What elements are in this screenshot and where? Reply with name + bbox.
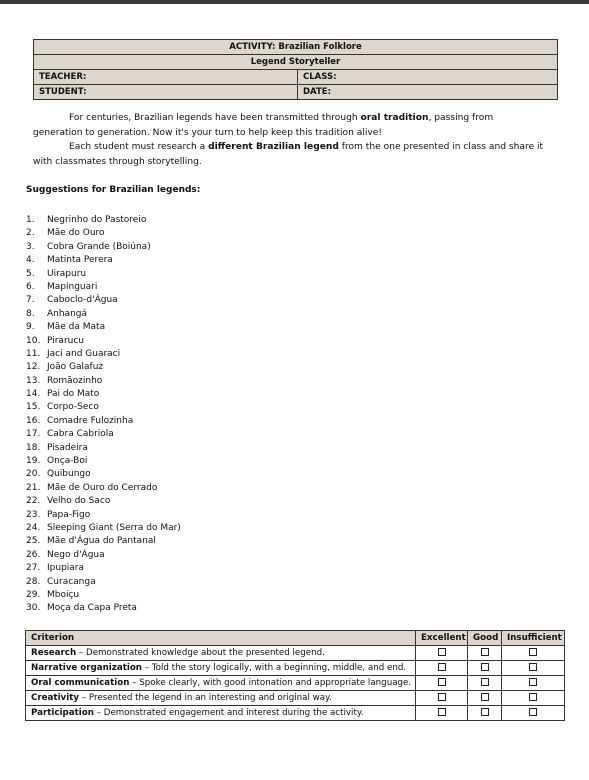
legend-name: Romãozinho <box>47 375 103 386</box>
legend-item <box>26 401 181 414</box>
legend-number: 18. <box>26 442 41 453</box>
criterion-description: – Told the story logically, with a beginning, middle, and end. <box>141 662 407 673</box>
legend-name: Curacanga <box>47 576 96 587</box>
legend-item <box>26 214 181 227</box>
legend-item <box>26 522 181 535</box>
criterion-description: – Spoke clearly, with good intonation and appropriate language. <box>129 677 412 688</box>
excellent-header: Excellent <box>416 631 468 646</box>
legend-item <box>26 482 181 495</box>
legend-number: 8. <box>26 308 35 319</box>
window-top-bar <box>0 0 589 4</box>
suggestions-heading: Suggestions for Brazilian legends: <box>26 185 201 195</box>
legend-list <box>26 214 181 616</box>
legend-number: 10. <box>26 335 41 346</box>
legend-number: 13. <box>26 375 41 386</box>
legend-number: 4. <box>26 255 35 266</box>
legend-number: 27. <box>26 563 41 574</box>
legend-item <box>26 602 181 615</box>
criterion-description: – Demonstrated engagement and interest during the activity. <box>93 707 364 718</box>
rubric-row <box>26 676 565 691</box>
legend-name: Negrinho do Pastoreio <box>47 215 147 225</box>
legend-number: 1. <box>26 215 35 225</box>
legend-name: Mapinguari <box>47 281 98 292</box>
criterion-name: Creativity <box>31 692 80 703</box>
legend-item <box>26 375 181 388</box>
insufficient-checkbox[interactable] <box>529 708 537 716</box>
excellent-checkbox[interactable] <box>438 678 446 686</box>
activity-title: ACTIVITY: Brazilian Folklore <box>34 40 558 55</box>
legend-name: Cabra Cabriola <box>47 429 114 440</box>
legend-name: Pai do Mato <box>47 389 100 400</box>
legend-number: 19. <box>26 456 41 467</box>
student-field[interactable]: STUDENT: <box>34 85 298 100</box>
excellent-cell <box>416 661 468 676</box>
good-cell <box>468 646 502 661</box>
legend-item <box>26 294 181 307</box>
insufficient-checkbox[interactable] <box>529 663 537 671</box>
legend-number: 24. <box>26 522 41 533</box>
legend-item <box>26 388 181 401</box>
legend-item <box>26 281 181 294</box>
legend-name: Sleeping Giant (Serra do Mar) <box>47 522 181 533</box>
insufficient-cell <box>502 661 565 676</box>
legend-name: Comadre Fulozinha <box>47 415 134 426</box>
insufficient-cell <box>502 706 565 721</box>
excellent-checkbox[interactable] <box>438 708 446 716</box>
legend-number: 2. <box>26 228 35 239</box>
legend-item <box>26 468 181 481</box>
legend-number: 30. <box>26 603 41 614</box>
good-cell <box>468 691 502 706</box>
legend-item <box>26 549 181 562</box>
insufficient-checkbox[interactable] <box>529 693 537 701</box>
legend-name: Anhangá <box>47 308 88 319</box>
legend-item <box>26 361 181 374</box>
criterion-name: Oral communication <box>31 677 130 688</box>
criterion-header: Criterion <box>26 631 416 646</box>
date-field[interactable]: DATE: <box>298 85 558 100</box>
legend-name: Matinta Perera <box>47 255 113 266</box>
legend-item <box>26 254 181 267</box>
legend-item <box>26 509 181 522</box>
insufficient-header: Insufficient <box>502 631 565 646</box>
teacher-field[interactable]: TEACHER: <box>34 70 298 85</box>
legend-item <box>26 428 181 441</box>
insufficient-cell <box>502 676 565 691</box>
legend-number: 29. <box>26 589 41 600</box>
criterion-cell <box>26 676 416 691</box>
class-field[interactable]: CLASS: <box>298 70 558 85</box>
legend-name: Corpo-Seco <box>47 402 99 413</box>
good-checkbox[interactable] <box>481 648 489 656</box>
criterion-description: – Demonstrated knowledge about the presented legend. <box>76 647 325 658</box>
legend-name: Onça-Boi <box>47 456 88 467</box>
legend-number: 22. <box>26 496 41 507</box>
good-checkbox[interactable] <box>481 708 489 716</box>
legend-name: Cobra Grande (Boiúna) <box>47 241 151 252</box>
rubric-row <box>26 646 565 661</box>
legend-number: 3. <box>26 241 35 252</box>
criterion-name: Participation <box>31 707 94 718</box>
legend-name: Quibungo <box>47 469 91 480</box>
legend-item <box>26 495 181 508</box>
legend-name: Moça da Capa Preta <box>47 603 137 614</box>
legend-name: Pisadeira <box>47 442 88 453</box>
criterion-name: Research <box>31 647 77 658</box>
legend-name: Ipupiara <box>47 563 85 574</box>
criterion-cell <box>26 706 416 721</box>
legend-name: Uirapuru <box>47 268 87 279</box>
legend-number: 16. <box>26 415 41 426</box>
legend-name: João Galafuz <box>47 362 104 373</box>
intro-text <box>33 111 545 169</box>
legend-item <box>26 321 181 334</box>
header-table <box>33 39 558 100</box>
legend-name: Pirarucu <box>47 335 85 346</box>
legend-name: Mãe de Ouro do Cerrado <box>47 482 158 493</box>
legend-number: 26. <box>26 549 41 560</box>
legend-name: Mãe da Mata <box>47 322 106 333</box>
good-cell <box>468 706 502 721</box>
legend-name: Nego d'Água <box>47 549 105 560</box>
legend-number: 6. <box>26 281 35 292</box>
good-checkbox[interactable] <box>481 678 489 686</box>
legend-item <box>26 576 181 589</box>
activity-subtitle: Legend Storyteller <box>34 55 558 70</box>
excellent-cell <box>416 676 468 691</box>
good-header: Good <box>468 631 502 646</box>
legend-item <box>26 268 181 281</box>
legend-name: Papa-Figo <box>47 509 91 520</box>
legend-number: 15. <box>26 402 41 413</box>
good-cell <box>468 661 502 676</box>
excellent-cell <box>416 706 468 721</box>
excellent-checkbox[interactable] <box>438 693 446 701</box>
excellent-checkbox[interactable] <box>438 663 446 671</box>
good-checkbox[interactable] <box>481 693 489 701</box>
legend-item <box>26 535 181 548</box>
intro-paragraph-2: Each student must research a different Brazilian legend from the one presented in class and share it with classmates through storytelling. <box>33 142 544 167</box>
legend-item <box>26 589 181 602</box>
legend-item <box>26 227 181 240</box>
legend-item <box>26 455 181 468</box>
insufficient-cell <box>502 691 565 706</box>
good-cell <box>468 676 502 691</box>
legend-number: 12. <box>26 362 41 373</box>
excellent-checkbox[interactable] <box>438 648 446 656</box>
good-checkbox[interactable] <box>481 663 489 671</box>
rubric-row <box>26 706 565 721</box>
legend-item <box>26 415 181 428</box>
criterion-cell <box>26 646 416 661</box>
legend-name: Mãe d'Água do Pantanal <box>47 536 156 547</box>
legend-number: 11. <box>26 348 41 359</box>
criterion-name: Narrative organization <box>31 662 142 673</box>
legend-name: Velho do Saco <box>47 496 111 507</box>
legend-number: 28. <box>26 576 41 587</box>
legend-name: Caboclo-d'Água <box>47 295 118 306</box>
insufficient-checkbox[interactable] <box>529 678 537 686</box>
legend-number: 7. <box>26 295 35 306</box>
legend-name: Mboiçu <box>47 589 80 600</box>
legend-name: Jaci and Guaraci <box>47 348 121 359</box>
intro-paragraph-1: For centuries, Brazilian legends have been transmitted through oral tradition, passing from generation to generation. Now it's your turn to help keep this tradition alive! <box>33 113 494 138</box>
legend-item <box>26 241 181 254</box>
insufficient-checkbox[interactable] <box>529 648 537 656</box>
legend-item <box>26 335 181 348</box>
criterion-description: – Presented the legend in an interesting and original way. <box>79 692 332 703</box>
legend-item <box>26 562 181 575</box>
rubric-row <box>26 691 565 706</box>
criterion-cell <box>26 661 416 676</box>
insufficient-cell <box>502 646 565 661</box>
legend-number: 17. <box>26 429 41 440</box>
legend-item <box>26 308 181 321</box>
rubric-table <box>25 630 565 721</box>
legend-item <box>26 442 181 455</box>
legend-number: 25. <box>26 536 41 547</box>
legend-number: 5. <box>26 268 35 279</box>
legend-number: 23. <box>26 509 41 520</box>
legend-item <box>26 348 181 361</box>
legend-number: 9. <box>26 322 35 333</box>
legend-name: Mãe do Ouro <box>47 228 105 239</box>
rubric-row <box>26 661 565 676</box>
excellent-cell <box>416 646 468 661</box>
legend-number: 14. <box>26 389 41 400</box>
legend-number: 20. <box>26 469 41 480</box>
criterion-cell <box>26 691 416 706</box>
excellent-cell <box>416 691 468 706</box>
legend-number: 21. <box>26 482 41 493</box>
